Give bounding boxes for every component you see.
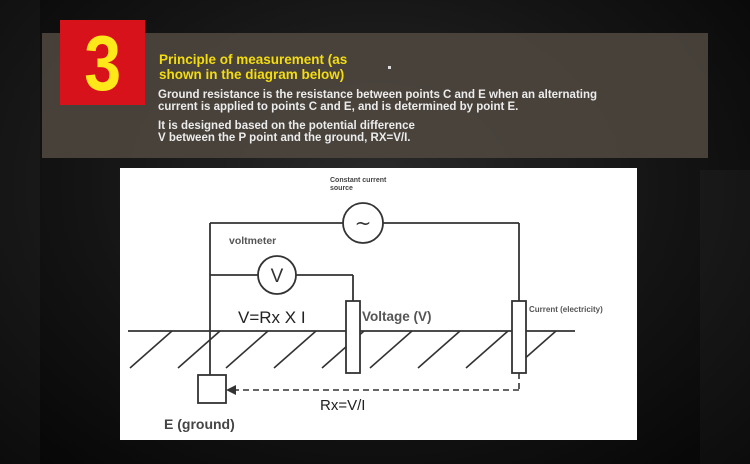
- description-paragraph-2: It is designed based on the potential difference V between the P point and the ground, RX=V/I.: [158, 120, 415, 144]
- arrow-left-icon: [226, 385, 236, 395]
- rx-label: Rx=V/I: [320, 397, 366, 414]
- formula-label: V=Rx X I: [238, 308, 306, 327]
- section-title: Principle of measurement (as shown in the diagram below): [159, 52, 348, 82]
- circuit-drawing: [120, 168, 637, 440]
- current-source-label: Constant current source: [330, 177, 387, 192]
- ground-hatching: [130, 331, 556, 368]
- voltmeter-symbol: V: [270, 266, 284, 287]
- return-path: [232, 373, 519, 390]
- current-label: Current (electricity): [529, 305, 603, 314]
- sparkle-icon: [388, 66, 391, 69]
- ground-label: E (ground): [164, 416, 235, 432]
- p-electrode: [346, 301, 360, 373]
- section-number: 3: [84, 18, 121, 107]
- e-electrode: [198, 375, 226, 403]
- source-symbol: ~: [354, 211, 372, 235]
- section-number-badge: [60, 20, 145, 105]
- measurement-diagram: [120, 168, 637, 440]
- description-paragraph-1: Ground resistance is the resistance between points C and E when an alternating current is applied to points C and E, and is determined by point E.: [158, 89, 598, 113]
- c-electrode: [512, 301, 526, 373]
- voltage-label: Voltage (V): [362, 309, 432, 324]
- voltmeter-label: voltmeter: [229, 235, 277, 247]
